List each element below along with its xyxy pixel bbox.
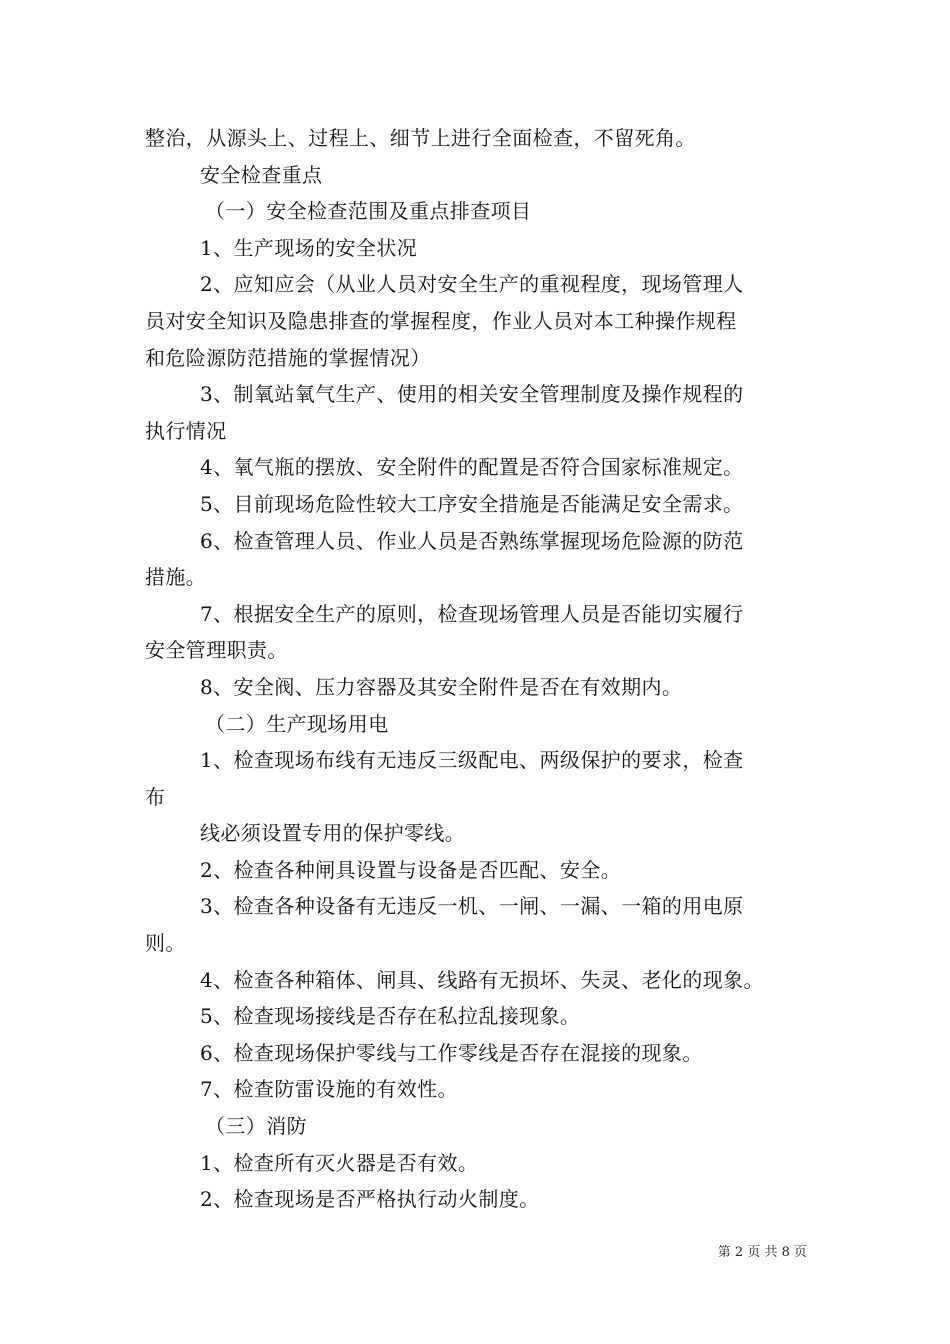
list-item: 6、检查管理人员、作业人员是否熟练掌握现场危险源的防范 [200,528,744,553]
list-item: 5、目前现场危险性较大工序安全措施是否能满足安全需求。 [200,491,744,516]
list-item: 2、检查各种闸具设置与设备是否匹配、安全。 [200,857,622,882]
list-item: 7、检查防雷设施的有效性。 [200,1077,458,1102]
list-item: 6、检查现场保护零线与工作零线是否存在混接的现象。 [200,1040,703,1065]
section-heading: 安全检查重点 [200,162,323,187]
document-body [145,120,810,1218]
paragraph-line: 和危险源防范措施的掌握情况） [145,345,431,370]
paragraph-line: 执行情况 [145,418,227,443]
list-item: 4、检查各种箱体、闸具、线路有无损坏、失灵、老化的现象。 [200,967,764,992]
list-item: 8、安全阀、压力容器及其安全附件是否在有效期内。 [200,674,683,699]
page-number: 第 2 页 共 8 页 [717,1245,807,1260]
subsection-heading: （二）生产现场用电 [205,711,389,736]
list-item: 2、检查现场是否严格执行动火制度。 [200,1187,540,1212]
list-item: 1、检查现场布线有无违反三级配电、两级保护的要求，检查 [200,748,744,773]
list-item: 1、检查所有灭火器是否有效。 [200,1150,479,1175]
list-item: 3、制氧站氧气生产、使用的相关安全管理制度及操作规程的 [200,382,744,407]
list-item: 2、应知应会（从业人员对安全生产的重视程度，现场管理人 [200,272,744,297]
paragraph-line: 措施。 [145,565,207,590]
list-item: 7、根据安全生产的原则，检查现场管理人员是否能切实履行 [200,601,744,626]
subsection-heading: （三）消防 [205,1114,307,1139]
paragraph-line: 整治，从源头上、过程上、细节上进行全面检查，不留死角。 [145,126,696,150]
paragraph-line: 布 [145,784,166,809]
list-item: 5、检查现场接线是否存在私拉乱接现象。 [200,1004,581,1029]
paragraph-line: 线必须设置专用的保护零线。 [200,821,466,846]
paragraph-line: 安全管理职责。 [145,638,288,663]
subsection-heading: （一）安全检查范围及重点排查项目 [205,199,532,224]
paragraph-line: 则。 [145,931,186,956]
list-item: 3、检查各种设备有无违反一机、一闸、一漏、一箱的用电原 [200,894,744,919]
list-item: 1、生产现场的安全状况 [200,235,418,260]
list-item: 4、氧气瓶的摆放、安全附件的配置是否符合国家标准规定。 [200,455,744,480]
paragraph-line: 员对安全知识及隐患排查的掌握程度，作业人员对本工种操作规程 [145,308,737,333]
